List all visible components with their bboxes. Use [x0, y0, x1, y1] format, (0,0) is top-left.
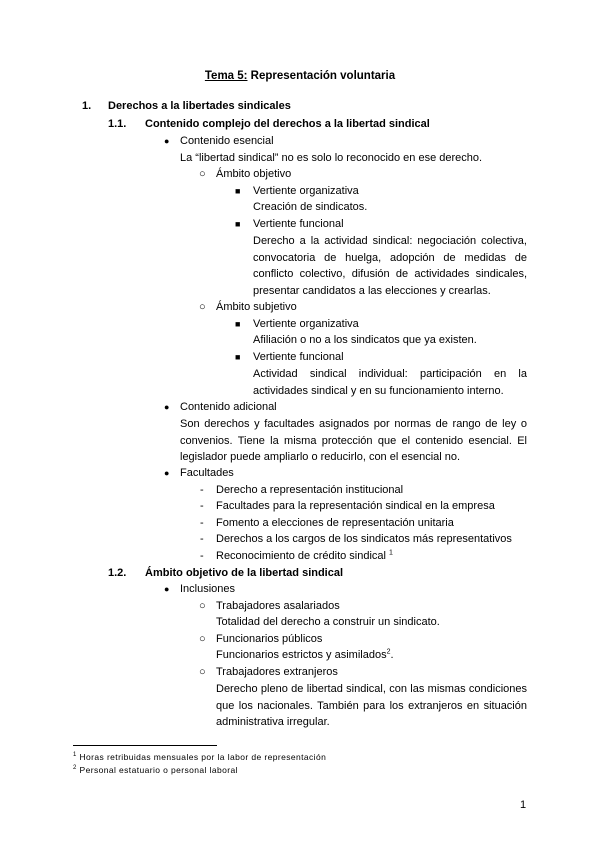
- square-bullet-icon: ■: [235, 219, 241, 229]
- objetivo-func-desc: Derecho a la actividad sindical: negociación colectiva, convocatoria de huelga, adopción de medidas de conflicto colectivo, difusión de actividades sindicales, presentar candidatos a las elecciones y crearlas.: [253, 235, 527, 297]
- adicional-desc: Son derechos y facultades asignados por normas de rango de ley o convenios. Tiene la misma protección que el contenido esencial. El legislador puede ampliarlo o reducirlo, con el esencial no.: [180, 418, 527, 463]
- facultades-item-text: Reconocimiento de crédito sindical: [216, 550, 386, 562]
- heading-1-2: Ámbito objetivo de la libertad sindical: [145, 567, 344, 579]
- asalariados-label: Trabajadores asalariados: [216, 600, 340, 612]
- footnote-1-number: 1: [73, 752, 77, 759]
- heading-1: Derechos a la libertades sindicales: [108, 100, 291, 112]
- asalariados-desc: Totalidad del derecho a construir un sindicato.: [216, 616, 440, 628]
- funcionarios-desc-text: Funcionarios estrictos y asimilados: [216, 649, 387, 661]
- facultades-item: Derecho a representación institucional: [216, 484, 404, 496]
- dash-icon: -: [200, 550, 204, 562]
- facultades-item: [216, 548, 393, 565]
- title-prefix: Tema 5:: [204, 70, 248, 82]
- funcionarios-desc-tail: .: [390, 649, 394, 661]
- dash-icon: -: [200, 533, 204, 545]
- subjetivo-org-desc: Afiliación o no a los sindicatos que ya existen.: [253, 334, 477, 346]
- dash-icon: -: [200, 517, 204, 529]
- footnote-2: [73, 765, 238, 776]
- subjetivo-func-desc: Actividad sindical individual: participación en la actividades sindical y en su funcionamiento interno.: [253, 368, 527, 397]
- circle-bullet-icon: ○: [199, 633, 206, 645]
- funcionarios-label: Funcionarios públicos: [216, 633, 323, 645]
- subjetivo-func-label: Vertiente funcional: [253, 351, 344, 363]
- page-title: [0, 68, 600, 85]
- bullet-icon: ●: [164, 584, 170, 594]
- dash-icon: -: [200, 484, 204, 496]
- page-number: 1: [520, 799, 527, 811]
- heading-1-1-number: 1.1.: [108, 118, 127, 130]
- heading-1-2-number: 1.2.: [108, 567, 127, 579]
- inclusiones-label: Inclusiones: [180, 583, 236, 595]
- extranjeros-label: Trabajadores extranjeros: [216, 666, 338, 678]
- circle-bullet-icon: ○: [199, 168, 206, 180]
- footnote-1: [73, 752, 326, 763]
- footnote-ref-2[interactable]: 2: [386, 648, 391, 656]
- dash-icon: -: [200, 500, 204, 512]
- objetivo-func-label: Vertiente funcional: [253, 218, 344, 230]
- bullet-icon: ●: [164, 136, 170, 146]
- circle-bullet-icon: ○: [199, 600, 206, 612]
- esencial-label: Contenido esencial: [180, 135, 274, 147]
- facultades-item: Fomento a elecciones de representación unitaria: [216, 517, 454, 529]
- footnote-2-text: Personal estatuario o personal laboral: [79, 765, 238, 775]
- bullet-icon: ●: [164, 468, 170, 478]
- heading-1-1: Contenido complejo del derechos a la libertad sindical: [145, 118, 430, 130]
- facultades-item: Facultades para la representación sindical en la empresa: [216, 500, 495, 512]
- square-bullet-icon: ■: [235, 186, 241, 196]
- title-rest: Representación voluntaria: [247, 70, 396, 82]
- esencial-desc: La “libertad sindical” no es solo lo reconocido en ese derecho.: [180, 152, 483, 164]
- heading-1-number: 1.: [82, 100, 92, 112]
- footnote-1-text: Horas retribuidas mensuales por la labor de representación: [79, 752, 327, 762]
- objetivo-label: Ámbito objetivo: [216, 168, 292, 180]
- funcionarios-desc: [216, 647, 394, 664]
- circle-bullet-icon: ○: [199, 666, 206, 678]
- square-bullet-icon: ■: [235, 319, 241, 329]
- footnote-divider: [73, 745, 217, 746]
- bullet-icon: ●: [164, 402, 170, 412]
- square-bullet-icon: ■: [235, 352, 241, 362]
- adicional-label: Contenido adicional: [180, 401, 277, 413]
- facultades-label: Facultades: [180, 467, 234, 479]
- circle-bullet-icon: ○: [199, 301, 206, 313]
- objetivo-org-label: Vertiente organizativa: [253, 185, 359, 197]
- facultades-item: Derechos a los cargos de los sindicatos más representativos: [216, 533, 512, 545]
- footnote-ref-1[interactable]: 1: [389, 549, 393, 557]
- extranjeros-desc: Derecho pleno de libertad sindical, con las mismas condiciones que los nacionales. También para los extranjeros en situación administrativa irregular.: [216, 683, 527, 728]
- objetivo-org-desc: Creación de sindicatos.: [253, 201, 368, 213]
- footnote-2-number: 2: [73, 765, 77, 772]
- subjetivo-label: Ámbito subjetivo: [216, 301, 297, 313]
- subjetivo-org-label: Vertiente organizativa: [253, 318, 359, 330]
